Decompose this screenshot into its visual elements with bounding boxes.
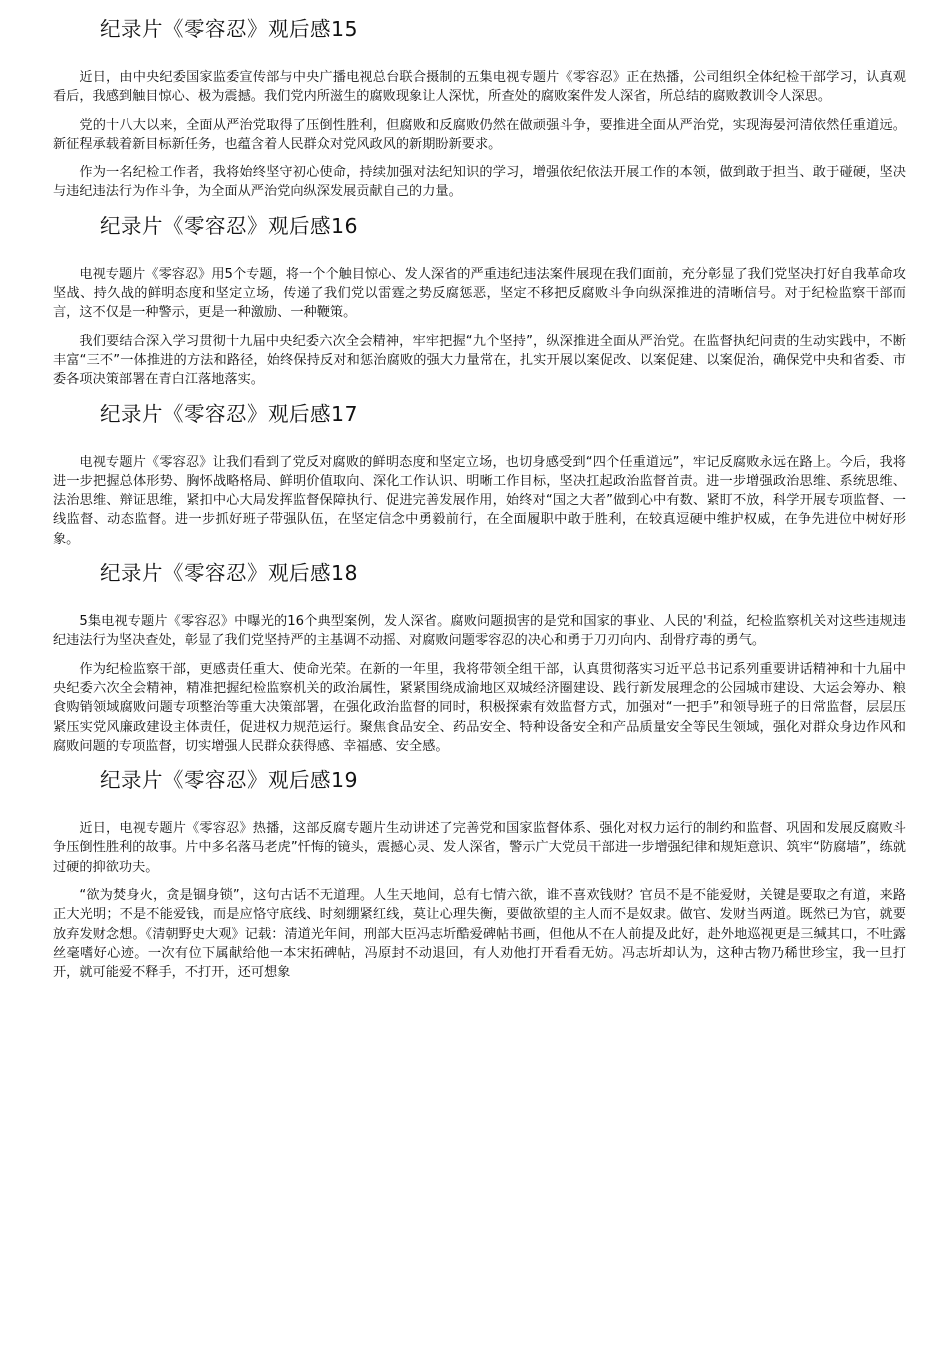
paragraph: “欲为焚身火，贪是锢身锁”，这句古话不无道理。人生天地间，总有七情六欲，谁不喜欢钱财？官员不是不能爱财，关键是要取之有道，来路正大光明；不是不能爱钱，而是应恪守底线、时刻绷紧红线，莫让心理失衡，要做欲望的主人而不是奴隶。做官、发财当两道。既然已为官，就要放弃发财念想。《清朝野史大观》记载：清道光年间，刑部大臣冯志圻酷爱碑帖书画，但他从不在人前提及此好，赴外地巡视更是三缄其口，不吐露丝毫嗜好心迹。一次有位下属献给他一本宋拓碑帖，冯原封不动退回，有人劝他打开看看无妨。冯志圻却认为，这种古物乃稀世珍宝，我一旦打开，就可能爱不释手，不打开，还可想象: [53, 888, 906, 981]
section-19: [53, 765, 906, 982]
paragraph: 电视专题片《零容忍》用5个专题，将一个个触目惊心、发人深省的严重违纪违法案件展现在我们面前，充分彰显了我们党坚决打好自我革命攻坚战、持久战的鲜明态度和坚定立场，传递了我们党以雷霆之势反腐惩恶，坚定不移把反腐败斗争向纵深推进的清晰信号。对于纪检监察干部而言，这不仅是一种警示，更是一种激励、一种鞭策。: [53, 266, 906, 321]
paragraph: 我们要结合深入学习贯彻十九届中央纪委六次全会精神，牢牢把握“九个坚持”，纵深推进全面从严治党。在监督执纪问责的生动实践中，不断丰富“三不”一体推进的方法和路径，始终保持反对和惩治腐败的强大力量常在，扎实开展以案促改、以案促建、以案促治，确保党中央和省委、市委各项决策部署在青白江落地落实。: [53, 333, 906, 388]
paragraph: 5集电视专题片《零容忍》中曝光的16个典型案例，发人深省。腐败问题损害的是党和国家的事业、人民的'利益，纪检监察机关对这些违规违纪违法行为坚决查处，彰显了我们党坚持严的主基调不动摇、对腐败问题零容忍的决心和勇于刀刃向内、刮骨疗毒的勇气。: [53, 614, 906, 649]
section-title: 纪录片《零容忍》观后感16: [100, 213, 359, 238]
section-body: [53, 68, 906, 202]
section-15: [53, 14, 906, 202]
section-18: [53, 558, 906, 756]
section-body: [53, 612, 906, 756]
section-17: [53, 399, 906, 549]
paragraph: 党的十八大以来，全面从严治党取得了压倒性胜利，但腐败和反腐败仍然在做顽强斗争，要推进全面从严治党，实现海晏河清依然任重道远。新征程承载着新目标新任务，也蕴含着人民群众对党风政风的新期盼新要求。: [53, 117, 906, 152]
paragraph: 作为一名纪检工作者，我将始终坚守初心使命，持续加强对法纪知识的学习，增强依纪依法开展工作的本领，做到敢于担当、敢于碰硬，坚决与违纪违法行为作斗争，为全面从严治党向纵深发展贡献自己的力量。: [53, 165, 906, 200]
paragraph: 作为纪检监察干部，更感责任重大、使命光荣。在新的一年里，我将带领全组干部，认真贯彻落实习近平总书记系列重要讲话精神和十九届中央纪委六次全会精神，精准把握纪检监察机关的政治属性，紧紧围绕成渝地区双城经济圈建设、践行新发展理念的公园城市建设、大运会筹办、粮食购销领域腐败问题专项整治等重大决策部署，在强化政治监督的同时，积极探索有效监督方式，加强对“一把手”和领导班子的日常监督，层层压紧压实党风廉政建设主体责任，促进权力规范运行。聚焦食品安全、药品安全、特种设备安全和产品质量安全等民生领域，强化对群众身边作风和腐败问题的专项监督，切实增强人民群众获得感、幸福感、安全感。: [53, 661, 906, 754]
section-body: [53, 819, 906, 982]
section-body: [53, 453, 906, 549]
paragraph: 电视专题片《零容忍》让我们看到了党反对腐败的鲜明态度和坚定立场，也切身感受到“四个任重道远”，牢记反腐败永远在路上。今后，我将进一步把握总体形势、胸怀战略格局、鲜明价值取向、深化工作认识、明晰工作目标，坚决扛起政治监督首责。进一步增强政治思维、系统思维、法治思维、辩证思维，紧扣中心大局发挥监督保障执行、促进完善发展作用，始终对“国之大者”做到心中有数、紧盯不放，科学开展专项监督、一线监督、动态监督。进一步抓好班子带强队伍，在坚定信念中勇毅前行，在全面履职中敢于胜利，在较真逗硬中维护权威，在争先进位中树好形象。: [53, 454, 906, 547]
section-title: 纪录片《零容忍》观后感18: [100, 561, 359, 586]
section-title: 纪录片《零容忍》观后感19: [100, 768, 359, 793]
section-title: 纪录片《零容忍》观后感17: [100, 401, 359, 426]
paragraph: 近日，由中央纪委国家监委宣传部与中央广播电视总台联合摄制的五集电视专题片《零容忍》正在热播，公司组织全体纪检干部学习，认真观看后，我感到触目惊心、极为震撼。我们党内所滋生的腐败现象让人深忧，所查处的腐败案件发人深省，所总结的腐败教训令人深思。: [53, 70, 906, 105]
paragraph: 近日，电视专题片《零容忍》热播，这部反腐专题片生动讲述了完善党和国家监督体系、强化对权力运行的制约和监督、巩固和发展反腐败斗争压倒性胜利的故事。片中多名落马老虎”忏悔的镜头，震撼心灵、发人深省，警示广大党员干部进一步增强纪律和规矩意识、筑牢“防腐墙”，练就过硬的抑欲功夫。: [53, 821, 906, 875]
section-body: [53, 265, 906, 390]
section-title: 纪录片《零容忍》观后感15: [100, 17, 359, 41]
section-16: [53, 211, 906, 390]
